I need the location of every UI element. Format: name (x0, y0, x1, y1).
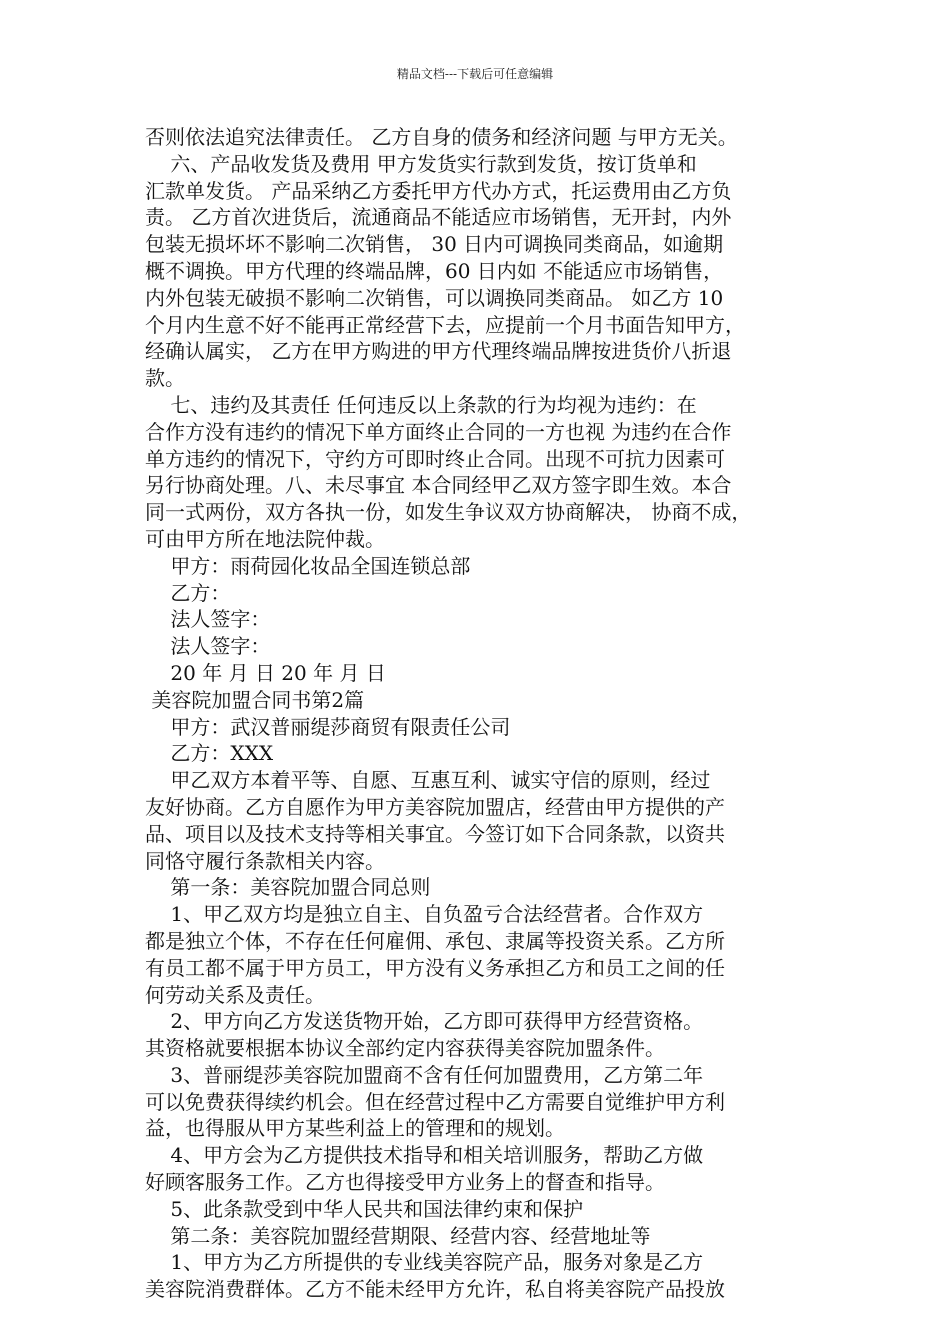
text-line: 乙方： (145, 580, 231, 605)
text-line: 汇款单发货。 产品采纳乙方委托甲方代办方式，托运费用由乙方负 (145, 178, 732, 203)
text-line: 责。 乙方首次进货后，流通商品不能适应市场销售，无开封，内外 (145, 205, 732, 230)
text-line: 美容院加盟合同书第2篇 (145, 687, 365, 712)
text-line: 其资格就要根据本协议全部约定内容获得美容院加盟条件。 (145, 1036, 665, 1061)
text-line: 乙方：XXX (145, 741, 274, 766)
text-line: 另行协商处理。八、未尽事宜 本合同经甲乙双方签字即生效。本合 (145, 473, 732, 498)
text-line: 个月内生意不好不能再正常经营下去，应提前一个月书面告知甲方， (145, 312, 745, 337)
text-line: 20 年 月 日 20 年 月 日 (145, 660, 386, 685)
text-line: 5、此条款受到中华人民共和国法律约束和保护 (145, 1196, 584, 1221)
text-line: 益，也得服从甲方某些利益上的管理和的规划。 (145, 1116, 565, 1141)
text-line: 可以免费获得续约机会。但在经营过程中乙方需要自觉维护甲方利 (145, 1089, 725, 1114)
text-line: 何劳动关系及责任。 (145, 982, 325, 1007)
text-line: 第一条：美容院加盟合同总则 (145, 875, 431, 900)
text-line: 第二条：美容院加盟经营期限、经营内容、经营地址等 (145, 1223, 651, 1248)
text-line: 同一式两份，双方各执一份，如发生争议双方协商解决， 协商不成， (145, 500, 752, 525)
text-line: 甲乙双方本着平等、自愿、互惠互利、诚实守信的原则，经过 (145, 768, 711, 793)
text-line: 2、甲方向乙方发送货物开始，乙方即可获得甲方经营资格。 (145, 1009, 704, 1034)
text-line: 概不调换。甲方代理的终端品牌，60 日内如 不能适应市场销售， (145, 258, 724, 283)
text-line: 六、产品收发货及费用 甲方发货实行款到发货，按订货单和 (145, 151, 697, 176)
text-line: 4、甲方会为乙方提供技术指导和相关培训服务，帮助乙方做 (145, 1143, 704, 1168)
text-line: 友好协商。乙方自愿作为甲方美容院加盟店，经营由甲方提供的产 (145, 794, 725, 819)
text-line: 内外包装无破损不影响二次销售，可以调换同类商品。 如乙方 10 (145, 285, 724, 310)
text-line: 1、甲乙双方均是独立自主、自负盈亏合法经营者。合作双方 (145, 902, 704, 927)
text-line: 否则依法追究法律责任。 乙方自身的债务和经济问题 与甲方无关。 (145, 125, 738, 149)
text-line: 款。 (145, 366, 185, 391)
text-line: 1、甲方为乙方所提供的专业线美容院产品，服务对象是乙方 (145, 1250, 704, 1275)
text-line: 同恪守履行条款相关内容。 (145, 848, 385, 873)
text-line: 美容院消费群体。乙方不能未经甲方允许，私自将美容院产品投放 (145, 1277, 725, 1302)
text-line: 法人签字： (145, 634, 271, 659)
text-line: 都是独立个体，不存在任何雇佣、承包、隶属等投资关系。乙方所 (145, 928, 725, 953)
text-line: 七、违约及其责任 任何违反以上条款的行为均视为违约：在 (145, 392, 697, 417)
text-line: 3、普丽缇莎美容院加盟商不含有任何加盟费用，乙方第二年 (145, 1062, 704, 1087)
text-line: 包装无损坏坏不影响二次销售， 30 日内可调换同类商品，如逾期 (145, 232, 724, 257)
document-body (145, 124, 810, 1303)
text-line: 甲方：雨荷园化妆品全国连锁总部 (145, 553, 471, 578)
text-line: 甲方：武汉普丽缇莎商贸有限责任公司 (145, 714, 511, 739)
text-line: 有员工都不属于甲方员工，甲方没有义务承担乙方和员工之间的任 (145, 955, 725, 980)
text-line: 好顾客服务工作。乙方也得接受甲方业务上的督查和指导。 (145, 1170, 665, 1195)
text-line: 经确认属实， 乙方在甲方购进的甲方代理终端品牌按进货价八折退 (145, 339, 732, 364)
text-line: 品、项目以及技术支持等相关事宜。今签订如下合同条款，以资共 (145, 821, 725, 846)
text-line: 可由甲方所在地法院仲裁。 (145, 526, 385, 551)
text-line: 单方违约的情况下，守约方可即时终止合同。出现不可抗力因素可 (145, 446, 725, 471)
page-header: 精品文档---下载后可任意编辑 (396, 67, 554, 81)
text-line: 法人签字： (145, 607, 271, 632)
text-line: 合作方没有违约的情况下单方面终止合同的一方也视 为违约在合作 (145, 419, 732, 444)
